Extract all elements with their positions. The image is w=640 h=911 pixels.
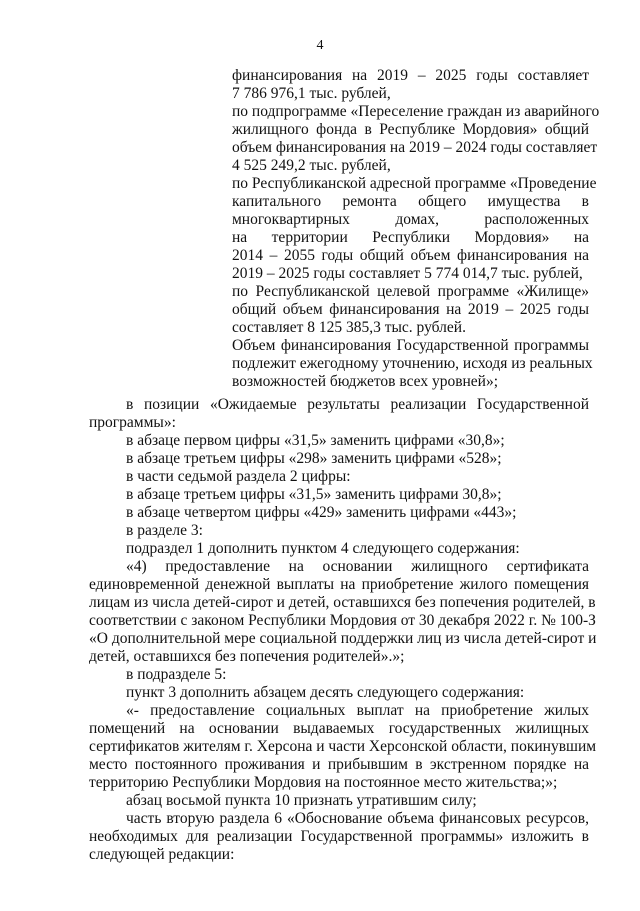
text-line: необходимых для реализации Государственной программы» изложить в <box>89 828 589 845</box>
text-line: возможностей бюджетов всех уровней»; <box>232 373 499 390</box>
text-line: единовременной денежной выплаты на приобретение жилого помещения <box>89 576 589 593</box>
text-line: в абзаце третьем цифры «298» заменить цифрами «528»; <box>126 450 502 467</box>
text-line: в разделе 3: <box>126 522 203 539</box>
text-line: «4) предоставление на основании жилищного сертификата <box>126 558 589 575</box>
text-line: детей, оставшихся без попечения родителей».»; <box>89 648 405 665</box>
text-line: помещений на основании выдаваемых государственных жилищных <box>89 720 589 737</box>
text-line: финансирования на 2019 – 2025 годы составляет <box>232 67 589 84</box>
text-line: 7 786 976,1 тыс. рублей, <box>232 85 391 102</box>
text-line: по подпрограмме «Переселение граждан из аварийного <box>232 103 600 120</box>
text-line: общий объем финансирования на 2019 – 2025 годы <box>232 301 589 318</box>
text-line: часть вторую раздела 6 «Обоснование объема финансовых ресурсов, <box>126 810 589 827</box>
text-line: сертификатов жителям г. Херсона и части Херсонской области, покинувшим <box>89 738 597 755</box>
text-line: 2014 – 2055 годы общий объем финансирования на <box>232 247 589 264</box>
text-line: подраздел 1 дополнить пунктом 4 следующего содержания: <box>126 540 520 557</box>
text-line: по Республиканской адресной программе «Проведение <box>232 175 597 192</box>
text-line: жилищного фонда в Республике Мордовия» общий <box>232 121 589 138</box>
text-line: «О дополнительной мере социальной поддержки лиц из числа детей-сирот и <box>89 630 597 647</box>
text-line: место постоянного проживания и прибывшим в экстренном порядке на <box>89 756 589 773</box>
text-line: «- предоставление социальных выплат на приобретение жилых <box>126 702 589 719</box>
text-line: в абзаце третьем цифры «31,5» заменить цифрами 30,8»; <box>126 486 502 503</box>
text-line: капитального ремонта общего имущества в <box>232 193 589 210</box>
text-line: соответствии с законом Республики Мордовия от 30 декабря 2022 г. № 100-З <box>89 612 596 629</box>
text-line: подлежит ежегодному уточнению, исходя из реальных <box>232 355 593 372</box>
text-line: многоквартирных домах, расположенных <box>232 211 589 228</box>
text-line: на территории Республики Мордовия» на <box>232 229 589 246</box>
text-line: лицам из числа детей-сирот и детей, оставшихся без попечения родителей, в <box>89 594 596 611</box>
text-line: в части седьмой раздела 2 цифры: <box>126 468 351 485</box>
text-line: объем финансирования на 2019 – 2024 годы составляет <box>232 139 598 156</box>
text-line: Объем финансирования Государственной программы <box>232 337 589 354</box>
text-line: следующей редакции: <box>89 846 235 863</box>
text-line: в абзаце четвертом цифры «429» заменить цифрами «443»; <box>126 504 517 521</box>
text-line: абзац восьмой пункта 10 признать утратившим силу; <box>126 792 477 809</box>
text-line: пункт 3 дополнить абзацем десять следующего содержания: <box>126 684 525 701</box>
text-line: 2019 – 2025 годы составляет 5 774 014,7 тыс. рублей, <box>232 265 583 282</box>
text-line: в позиции «Ожидаемые результаты реализации Государственной <box>126 396 589 413</box>
text-line: в подразделе 5: <box>126 666 227 683</box>
text-line: по Республиканской целевой программе «Жилище» <box>232 283 589 300</box>
text-line: программы»: <box>89 414 176 431</box>
text-line: составляет 8 125 385,3 тыс. рублей. <box>232 319 466 336</box>
text-line: 4 525 249,2 тыс. рублей, <box>232 157 391 174</box>
page-number: 4 <box>316 38 324 53</box>
text-line: территорию Республики Мордовия на постоянное место жительства;»; <box>89 774 558 791</box>
text-line: в абзаце первом цифры «31,5» заменить цифрами «30,8»; <box>126 432 505 449</box>
